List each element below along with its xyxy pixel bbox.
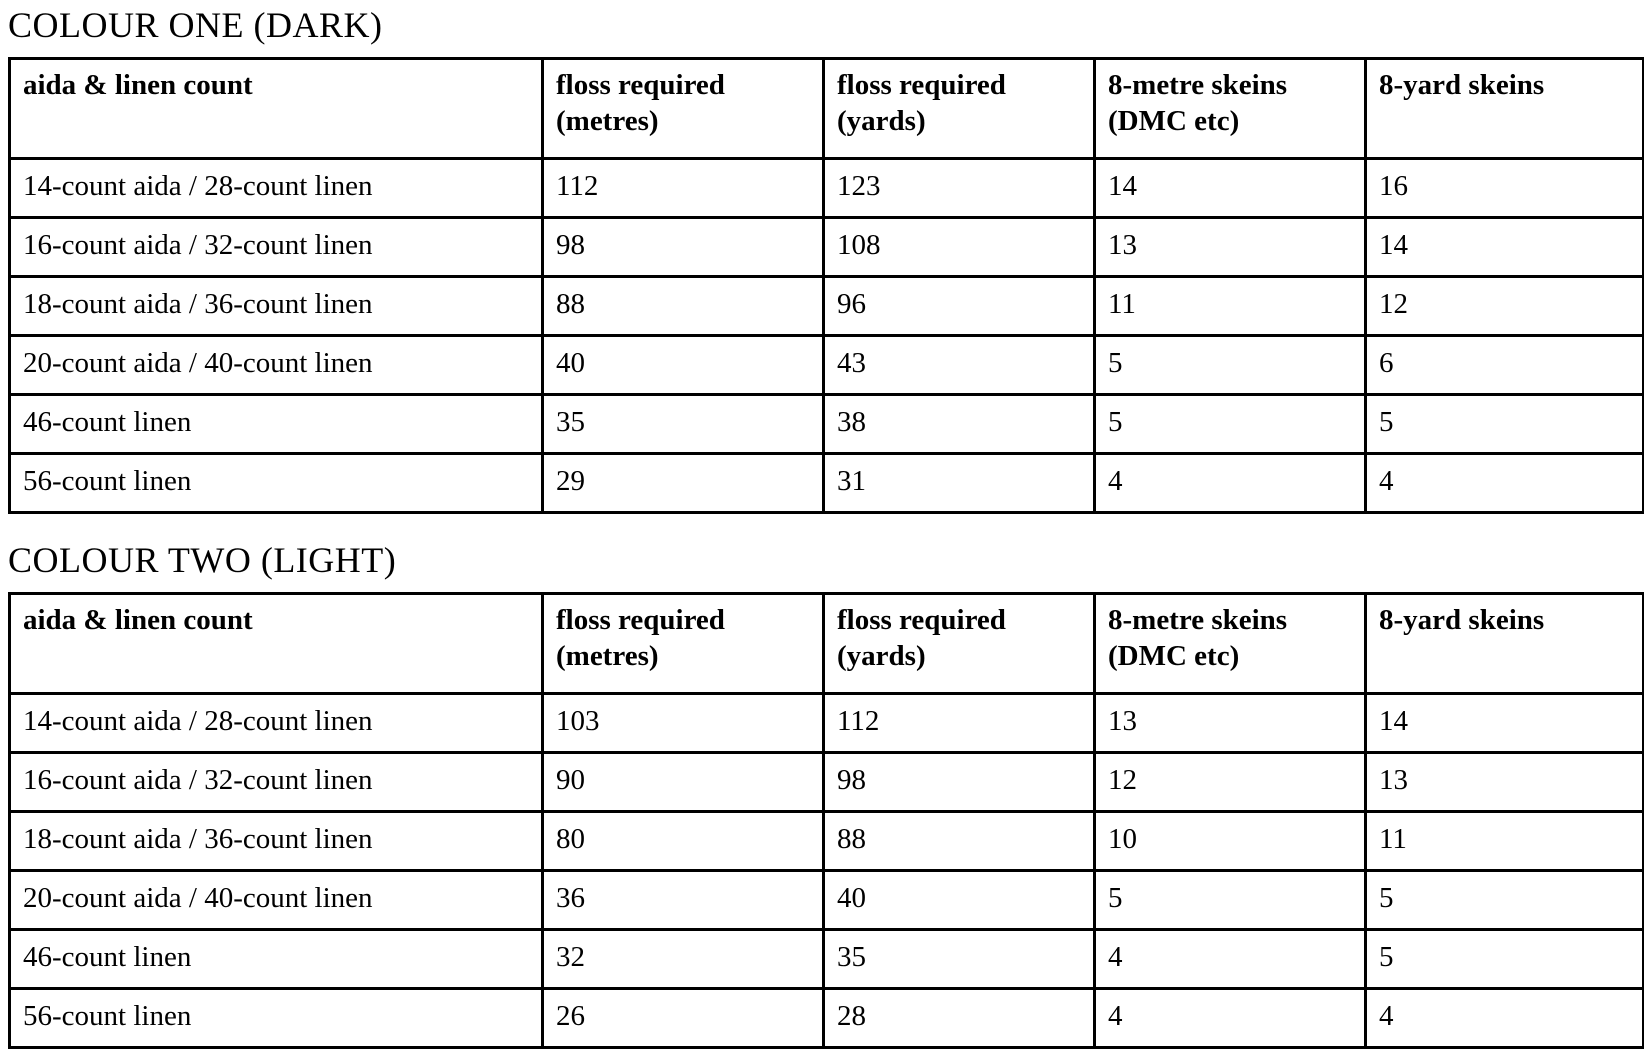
table-cell: 12 [1366, 277, 1644, 336]
table-cell: 5 [1366, 871, 1644, 930]
table-header-row [10, 59, 1644, 159]
table-cell: 5 [1366, 930, 1644, 989]
table-cell: 13 [1095, 694, 1366, 753]
table-cell: 40 [543, 336, 824, 395]
table-cell: 5 [1366, 395, 1644, 454]
table-cell: 14 [1366, 694, 1644, 753]
table-cell: 43 [824, 336, 1095, 395]
table-cell: 18-count aida / 36-count linen [10, 277, 543, 336]
table-cell: 35 [543, 395, 824, 454]
column-header-metres: floss required (metres) [543, 59, 824, 159]
table-cell: 10 [1095, 812, 1366, 871]
table-cell: 56-count linen [10, 989, 543, 1048]
table-header-row [10, 594, 1644, 694]
table-cell: 46-count linen [10, 395, 543, 454]
column-header-yards: floss required (yards) [824, 594, 1095, 694]
column-header-yards: floss required (yards) [824, 59, 1095, 159]
table-cell: 112 [824, 694, 1095, 753]
table-cell: 98 [543, 218, 824, 277]
table-cell: 80 [543, 812, 824, 871]
table-row [10, 159, 1644, 218]
table-cell: 40 [824, 871, 1095, 930]
table-row [10, 871, 1644, 930]
table-cell: 5 [1095, 336, 1366, 395]
table-cell: 14 [1095, 159, 1366, 218]
table-cell: 35 [824, 930, 1095, 989]
table-cell: 96 [824, 277, 1095, 336]
table-cell: 98 [824, 753, 1095, 812]
table-cell: 4 [1366, 989, 1644, 1048]
column-header-8-metre-skeins: 8-metre skeins (DMC etc) [1095, 59, 1366, 159]
column-header-metres: floss required (metres) [543, 594, 824, 694]
column-header-8-yard-skeins: 8-yard skeins [1366, 594, 1644, 694]
floss-table-colour-two [8, 592, 1644, 1049]
table-cell: 13 [1366, 753, 1644, 812]
column-header-count: aida & linen count [10, 59, 543, 159]
table-cell: 108 [824, 218, 1095, 277]
table-cell: 26 [543, 989, 824, 1048]
table-cell: 29 [543, 454, 824, 513]
table-cell: 38 [824, 395, 1095, 454]
table-cell: 88 [543, 277, 824, 336]
table-cell: 90 [543, 753, 824, 812]
section-title: COLOUR ONE (DARK) [8, 5, 383, 45]
table-cell: 123 [824, 159, 1095, 218]
table-cell: 112 [543, 159, 824, 218]
colour-two-section [8, 535, 1642, 1049]
table-row [10, 218, 1644, 277]
table-cell: 14-count aida / 28-count linen [10, 159, 543, 218]
table-cell: 16 [1366, 159, 1644, 218]
table-cell: 88 [824, 812, 1095, 871]
table-cell: 32 [543, 930, 824, 989]
table-cell: 13 [1095, 218, 1366, 277]
table-cell: 14 [1366, 218, 1644, 277]
column-header-8-yard-skeins: 8-yard skeins [1366, 59, 1644, 159]
table-cell: 16-count aida / 32-count linen [10, 753, 543, 812]
table-cell: 12 [1095, 753, 1366, 812]
table-cell: 14-count aida / 28-count linen [10, 694, 543, 753]
column-header-count: aida & linen count [10, 594, 543, 694]
table-cell: 4 [1095, 930, 1366, 989]
section-title: COLOUR TWO (LIGHT) [8, 540, 397, 580]
table-cell: 5 [1095, 395, 1366, 454]
table-cell: 56-count linen [10, 454, 543, 513]
table-row [10, 694, 1644, 753]
table-cell: 28 [824, 989, 1095, 1048]
table-row [10, 930, 1644, 989]
table-row [10, 753, 1644, 812]
table-cell: 46-count linen [10, 930, 543, 989]
colour-one-section [8, 0, 1642, 514]
table-cell: 4 [1366, 454, 1644, 513]
table-cell: 4 [1095, 454, 1366, 513]
table-row [10, 812, 1644, 871]
table-cell: 6 [1366, 336, 1644, 395]
table-cell: 18-count aida / 36-count linen [10, 812, 543, 871]
table-cell: 4 [1095, 989, 1366, 1048]
table-row [10, 454, 1644, 513]
table-cell: 5 [1095, 871, 1366, 930]
floss-table-colour-one [8, 57, 1644, 514]
table-row [10, 989, 1644, 1048]
table-cell: 16-count aida / 32-count linen [10, 218, 543, 277]
table-row [10, 277, 1644, 336]
table-cell: 36 [543, 871, 824, 930]
column-header-8-metre-skeins: 8-metre skeins (DMC etc) [1095, 594, 1366, 694]
table-cell: 103 [543, 694, 824, 753]
table-row [10, 395, 1644, 454]
table-cell: 11 [1095, 277, 1366, 336]
table-cell: 11 [1366, 812, 1644, 871]
table-row [10, 336, 1644, 395]
table-cell: 20-count aida / 40-count linen [10, 871, 543, 930]
table-cell: 31 [824, 454, 1095, 513]
table-cell: 20-count aida / 40-count linen [10, 336, 543, 395]
